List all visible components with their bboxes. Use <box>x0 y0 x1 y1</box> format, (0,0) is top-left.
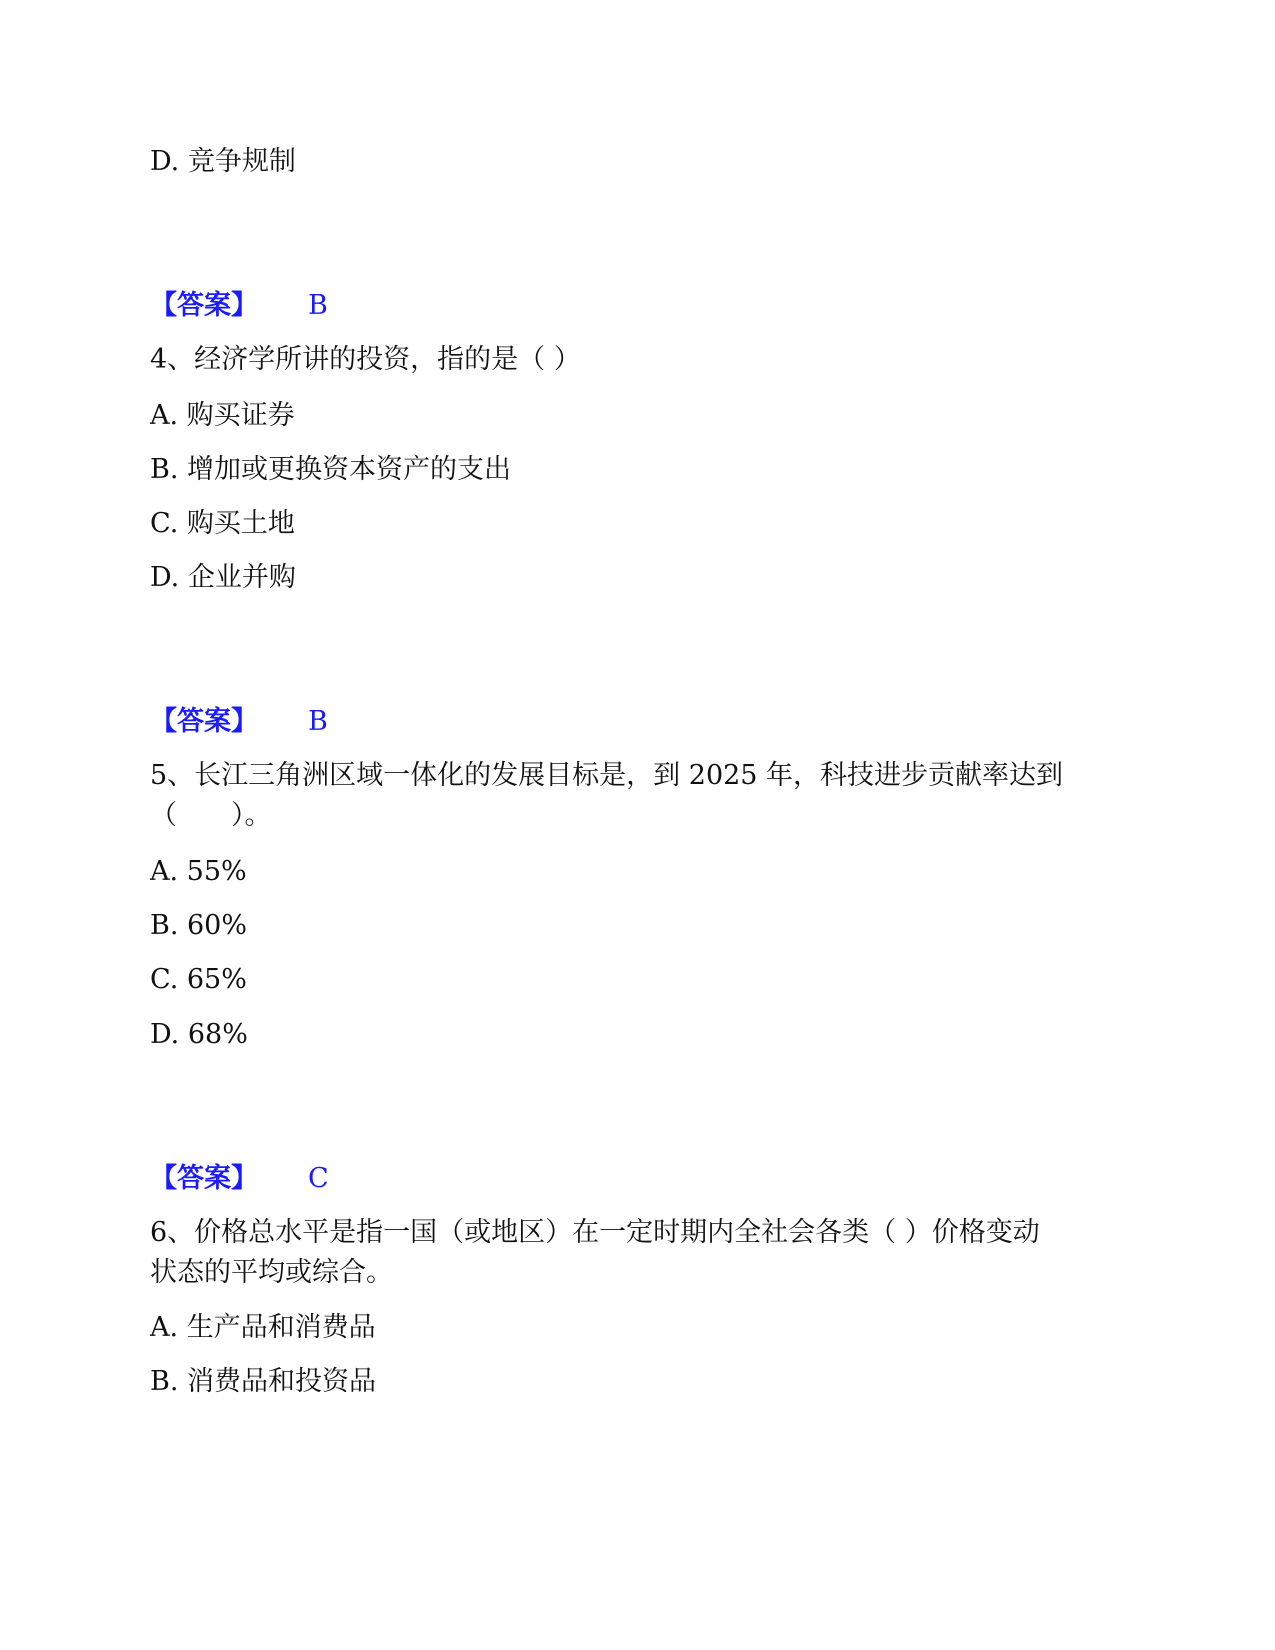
q3-option-d: D. 竞争规制 <box>150 146 296 177</box>
answer-label: 【答案】 <box>150 706 258 737</box>
q5-option-c: C. 65% <box>150 964 247 995</box>
q4-option-d: D. 企业并购 <box>150 562 296 593</box>
q5-option-d: D. 68% <box>150 1019 248 1050</box>
q5-stem-line1: 5、长江三角洲区域一体化的发展目标是，到 2025 年，科技进步贡献率达到 <box>150 760 1064 791</box>
q6-stem-line2: 状态的平均或综合。 <box>150 1257 393 1288</box>
answer-label: 【答案】 <box>150 290 258 321</box>
q5-answer <box>150 1159 329 1199</box>
q4-option-b: B. 增加或更换资本资产的支出 <box>150 454 512 485</box>
q4-stem: 4、经济学所讲的投资，指的是（ ） <box>150 344 581 375</box>
q3-answer <box>150 286 328 326</box>
q6-option-b: B. 消费品和投资品 <box>150 1366 377 1397</box>
q4-option-a: A. 购买证券 <box>150 400 295 431</box>
q6-option-a: A. 生产品和消费品 <box>150 1312 376 1343</box>
q4-answer <box>150 702 328 742</box>
q5-stem-line2: （ ）。 <box>150 800 272 831</box>
answer-label: 【答案】 <box>150 1163 258 1194</box>
q5-option-a: A. 55% <box>150 856 247 887</box>
q5-option-b: B. 60% <box>150 910 248 941</box>
answer-value: C <box>308 1163 329 1194</box>
q4-option-c: C. 购买土地 <box>150 508 295 539</box>
q6-stem-line1: 6、价格总水平是指一国（或地区）在一定时期内全社会各类（ ）价格变动 <box>150 1217 1040 1248</box>
answer-value: B <box>308 706 328 737</box>
answer-value: B <box>308 290 328 321</box>
